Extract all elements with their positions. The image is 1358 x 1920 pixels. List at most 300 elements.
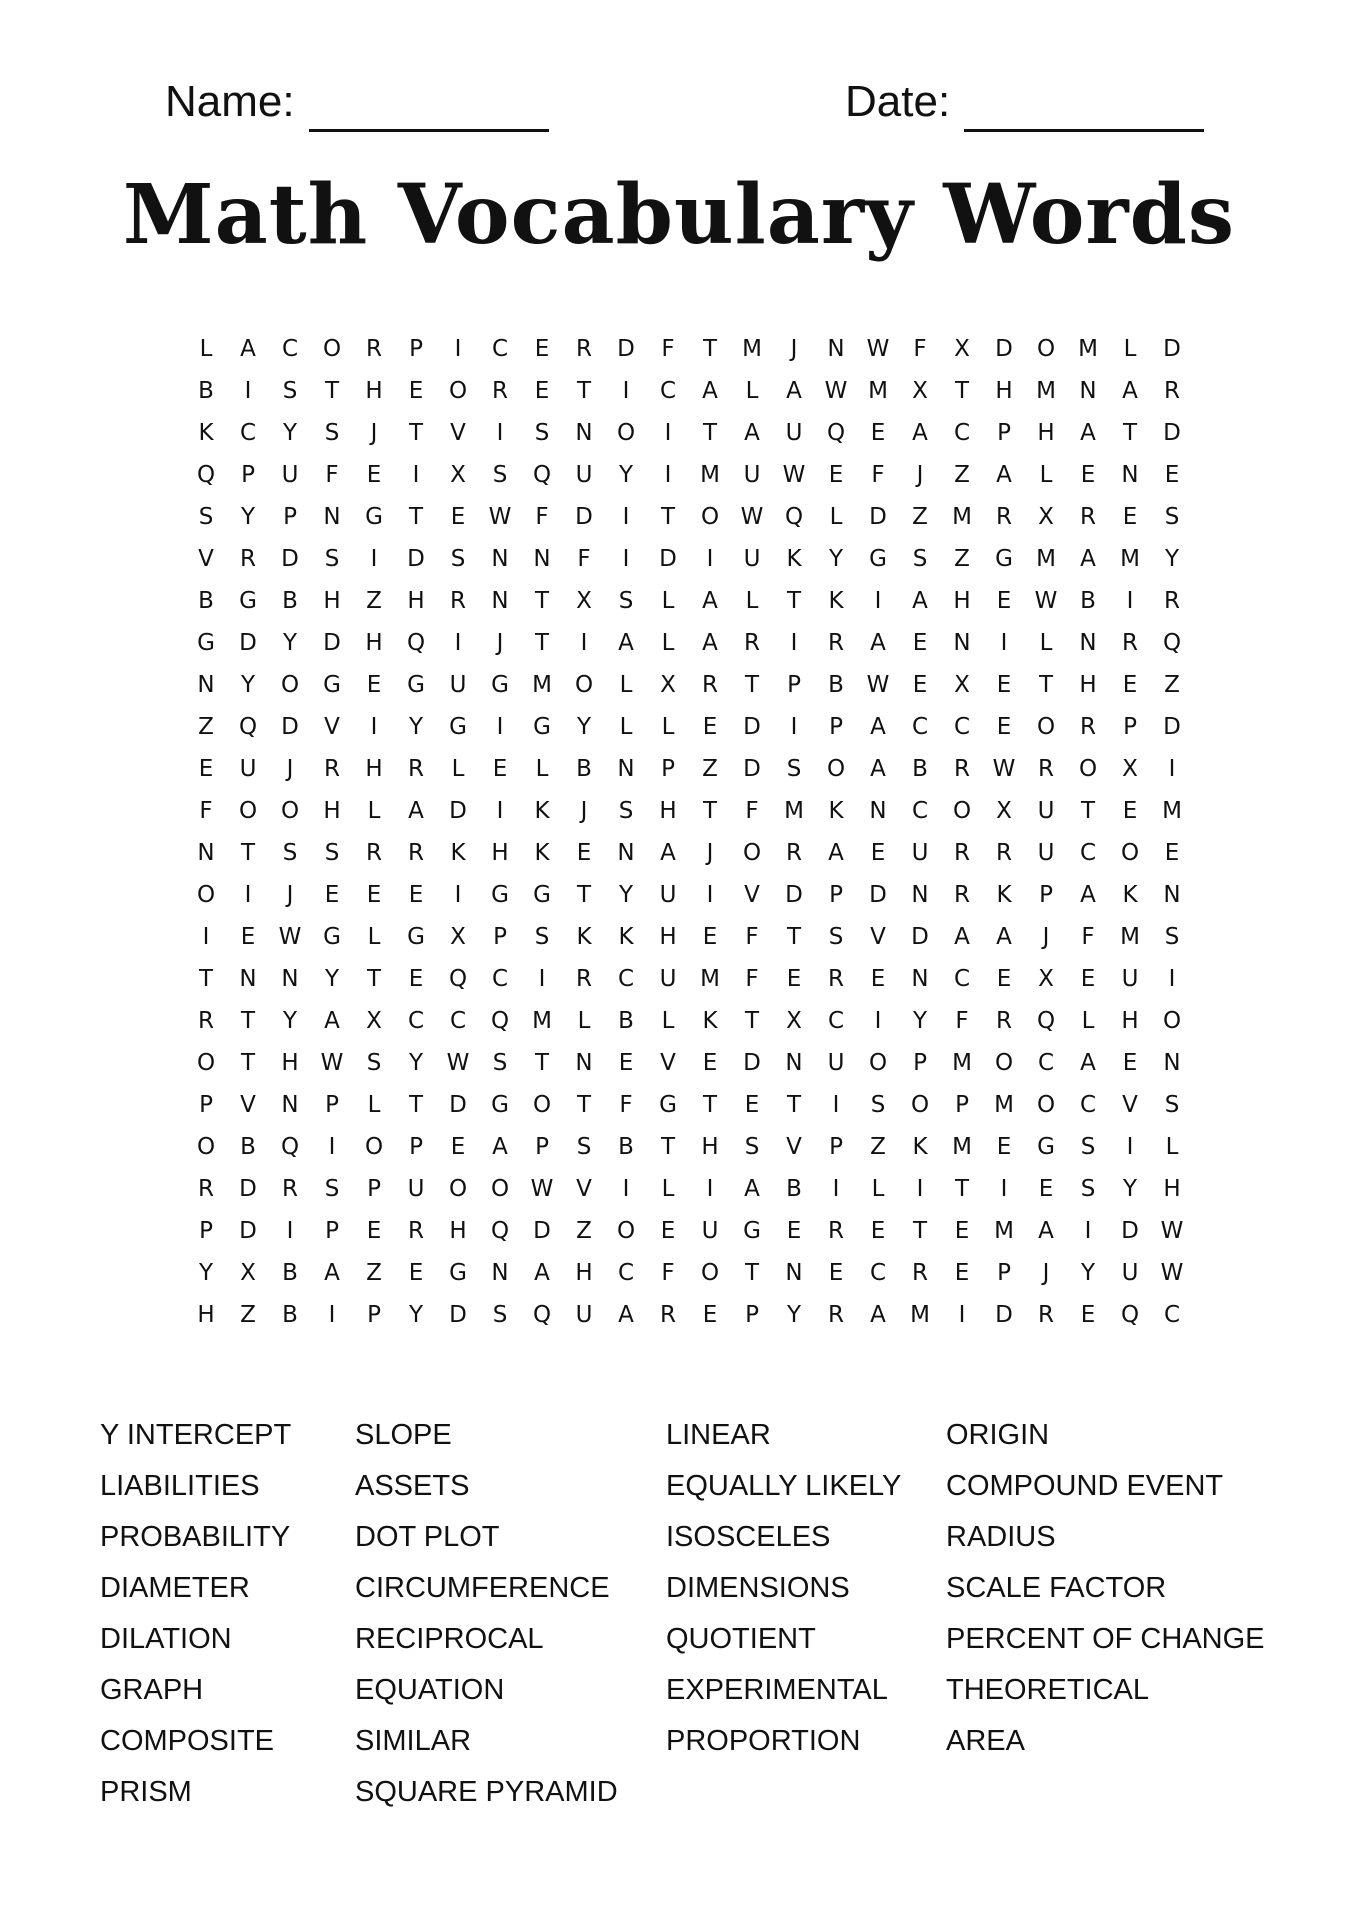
grid-letter[interactable]: H bbox=[365, 630, 383, 656]
grid-letter[interactable]: P bbox=[409, 1134, 423, 1160]
grid-letter[interactable]: D bbox=[239, 630, 257, 656]
grid-letter[interactable]: K bbox=[996, 882, 1012, 908]
grid-letter[interactable]: X bbox=[954, 672, 970, 698]
grid-letter[interactable]: G bbox=[197, 630, 215, 656]
grid-letter[interactable]: E bbox=[492, 756, 508, 782]
name-blank-line[interactable] bbox=[309, 85, 549, 132]
grid-letter[interactable]: L bbox=[661, 1008, 675, 1034]
grid-letter[interactable]: A bbox=[870, 714, 886, 740]
grid-letter[interactable]: E bbox=[1122, 798, 1138, 824]
grid-letter[interactable]: L bbox=[367, 924, 381, 950]
grid-letter[interactable]: X bbox=[576, 588, 592, 614]
grid-letter[interactable]: L bbox=[1039, 462, 1053, 488]
grid-letter[interactable]: R bbox=[408, 1218, 424, 1244]
grid-letter[interactable]: X bbox=[660, 672, 676, 698]
grid-letter[interactable]: Z bbox=[870, 1134, 886, 1160]
grid-letter[interactable]: Y bbox=[618, 462, 634, 488]
grid-letter[interactable]: H bbox=[995, 378, 1013, 404]
grid-letter[interactable]: Q bbox=[1120, 1302, 1140, 1328]
grid-letter[interactable]: L bbox=[661, 714, 675, 740]
grid-letter[interactable]: F bbox=[661, 1260, 675, 1286]
grid-letter[interactable]: E bbox=[408, 966, 424, 992]
grid-letter[interactable]: T bbox=[660, 1134, 676, 1160]
grid-letter[interactable]: T bbox=[240, 840, 256, 866]
grid-letter[interactable]: O bbox=[532, 1092, 552, 1118]
grid-letter[interactable]: E bbox=[912, 672, 928, 698]
grid-letter[interactable]: S bbox=[324, 420, 340, 446]
grid-letter[interactable]: T bbox=[786, 924, 802, 950]
grid-letter[interactable]: B bbox=[198, 588, 214, 614]
grid-letter[interactable]: N bbox=[1121, 462, 1139, 488]
grid-letter[interactable]: I bbox=[496, 798, 504, 824]
grid-letter[interactable]: K bbox=[534, 840, 550, 866]
grid-letter[interactable]: C bbox=[953, 966, 971, 992]
grid-letter[interactable]: Z bbox=[198, 714, 214, 740]
grid-letter[interactable]: J bbox=[496, 630, 504, 656]
grid-letter[interactable]: I bbox=[622, 504, 630, 530]
grid-letter[interactable]: R bbox=[954, 882, 970, 908]
grid-letter[interactable]: F bbox=[535, 504, 549, 530]
grid-letter[interactable]: G bbox=[407, 924, 425, 950]
grid-letter[interactable]: R bbox=[366, 840, 382, 866]
grid-letter[interactable]: E bbox=[1122, 672, 1138, 698]
grid-letter[interactable]: I bbox=[328, 1302, 336, 1328]
grid-letter[interactable]: U bbox=[1037, 798, 1055, 824]
grid-letter[interactable]: X bbox=[786, 1008, 802, 1034]
grid-letter[interactable]: E bbox=[996, 714, 1012, 740]
grid-letter[interactable]: L bbox=[1039, 630, 1053, 656]
grid-letter[interactable]: R bbox=[408, 756, 424, 782]
grid-letter[interactable]: R bbox=[198, 1176, 214, 1202]
grid-letter[interactable]: M bbox=[532, 1008, 552, 1034]
grid-letter[interactable]: X bbox=[1038, 504, 1054, 530]
grid-letter[interactable]: N bbox=[575, 1050, 593, 1076]
grid-letter[interactable]: E bbox=[1080, 966, 1096, 992]
grid-letter[interactable]: U bbox=[281, 462, 299, 488]
grid-letter[interactable]: Z bbox=[366, 1260, 382, 1286]
grid-letter[interactable]: T bbox=[408, 420, 424, 446]
grid-letter[interactable]: E bbox=[870, 1218, 886, 1244]
grid-letter[interactable]: S bbox=[1080, 1176, 1096, 1202]
grid-letter[interactable]: E bbox=[408, 378, 424, 404]
grid-letter[interactable]: E bbox=[954, 1218, 970, 1244]
grid-letter[interactable]: R bbox=[996, 504, 1012, 530]
grid-letter[interactable]: T bbox=[1080, 798, 1096, 824]
grid-letter[interactable]: E bbox=[240, 924, 256, 950]
grid-letter[interactable]: I bbox=[454, 630, 462, 656]
grid-letter[interactable]: D bbox=[785, 882, 803, 908]
grid-letter[interactable]: O bbox=[322, 336, 342, 362]
grid-letter[interactable]: U bbox=[239, 756, 257, 782]
grid-letter[interactable]: P bbox=[955, 1092, 969, 1118]
grid-letter[interactable]: D bbox=[1163, 336, 1181, 362]
grid-letter[interactable]: Q bbox=[784, 504, 804, 530]
grid-letter[interactable]: I bbox=[706, 1176, 714, 1202]
grid-letter[interactable]: X bbox=[240, 1260, 256, 1286]
grid-letter[interactable]: A bbox=[1080, 546, 1096, 572]
grid-letter[interactable]: Q bbox=[196, 462, 216, 488]
grid-letter[interactable]: S bbox=[282, 378, 298, 404]
grid-letter[interactable]: I bbox=[454, 336, 462, 362]
grid-letter[interactable]: S bbox=[828, 924, 844, 950]
grid-letter[interactable]: N bbox=[617, 840, 635, 866]
grid-letter[interactable]: O bbox=[364, 1134, 384, 1160]
grid-letter[interactable]: G bbox=[533, 882, 551, 908]
grid-letter[interactable]: F bbox=[745, 924, 759, 950]
grid-letter[interactable]: R bbox=[450, 588, 466, 614]
grid-letter[interactable]: S bbox=[786, 756, 802, 782]
grid-letter[interactable]: O bbox=[1162, 1008, 1182, 1034]
grid-letter[interactable]: S bbox=[912, 546, 928, 572]
grid-letter[interactable]: T bbox=[660, 504, 676, 530]
grid-letter[interactable]: C bbox=[1079, 1092, 1097, 1118]
grid-letter[interactable]: R bbox=[828, 966, 844, 992]
grid-letter[interactable]: O bbox=[1036, 336, 1056, 362]
grid-letter[interactable]: I bbox=[622, 378, 630, 404]
grid-letter[interactable]: D bbox=[575, 504, 593, 530]
grid-letter[interactable]: W bbox=[740, 504, 764, 530]
grid-letter[interactable]: O bbox=[742, 840, 762, 866]
grid-letter[interactable]: I bbox=[790, 630, 798, 656]
grid-letter[interactable]: E bbox=[786, 1218, 802, 1244]
grid-letter[interactable]: D bbox=[239, 1176, 257, 1202]
grid-letter[interactable]: M bbox=[742, 336, 762, 362]
grid-letter[interactable]: O bbox=[616, 420, 636, 446]
grid-letter[interactable]: E bbox=[786, 966, 802, 992]
grid-letter[interactable]: Y bbox=[408, 714, 424, 740]
grid-letter[interactable]: O bbox=[280, 672, 300, 698]
grid-letter[interactable]: R bbox=[240, 546, 256, 572]
grid-letter[interactable]: E bbox=[996, 1134, 1012, 1160]
grid-letter[interactable]: M bbox=[868, 378, 888, 404]
grid-letter[interactable]: O bbox=[952, 798, 972, 824]
grid-letter[interactable]: Z bbox=[240, 1302, 256, 1328]
grid-letter[interactable]: H bbox=[197, 1302, 215, 1328]
grid-letter[interactable]: H bbox=[365, 756, 383, 782]
grid-letter[interactable]: I bbox=[538, 966, 546, 992]
grid-letter[interactable]: X bbox=[1038, 966, 1054, 992]
grid-letter[interactable]: H bbox=[659, 924, 677, 950]
grid-letter[interactable]: J bbox=[706, 840, 714, 866]
grid-letter[interactable]: D bbox=[659, 546, 677, 572]
grid-letter[interactable]: E bbox=[408, 882, 424, 908]
grid-letter[interactable]: X bbox=[450, 924, 466, 950]
grid-letter[interactable]: E bbox=[366, 1218, 382, 1244]
grid-letter[interactable]: U bbox=[743, 462, 761, 488]
grid-letter[interactable]: I bbox=[622, 546, 630, 572]
grid-letter[interactable]: U bbox=[659, 882, 677, 908]
grid-letter[interactable]: U bbox=[575, 462, 593, 488]
grid-letter[interactable]: I bbox=[790, 714, 798, 740]
grid-letter[interactable]: A bbox=[870, 630, 886, 656]
grid-letter[interactable]: I bbox=[916, 1176, 924, 1202]
grid-letter[interactable]: W bbox=[278, 924, 302, 950]
grid-letter[interactable]: X bbox=[450, 462, 466, 488]
grid-letter[interactable]: A bbox=[702, 378, 718, 404]
grid-letter[interactable]: R bbox=[1080, 714, 1096, 740]
grid-letter[interactable]: P bbox=[283, 504, 297, 530]
grid-letter[interactable]: C bbox=[1163, 1302, 1181, 1328]
grid-letter[interactable]: I bbox=[874, 1008, 882, 1034]
grid-letter[interactable]: V bbox=[240, 1092, 256, 1118]
grid-letter[interactable]: X bbox=[912, 378, 928, 404]
grid-letter[interactable]: P bbox=[787, 672, 801, 698]
grid-letter[interactable]: P bbox=[829, 1134, 843, 1160]
grid-letter[interactable]: V bbox=[744, 882, 760, 908]
grid-letter[interactable]: O bbox=[910, 1092, 930, 1118]
grid-letter[interactable]: L bbox=[1123, 336, 1137, 362]
grid-letter[interactable]: V bbox=[450, 420, 466, 446]
grid-letter[interactable]: K bbox=[1122, 882, 1138, 908]
grid-letter[interactable]: C bbox=[953, 714, 971, 740]
grid-letter[interactable]: S bbox=[1164, 1092, 1180, 1118]
grid-letter[interactable]: Y bbox=[408, 1050, 424, 1076]
grid-letter[interactable]: E bbox=[366, 882, 382, 908]
grid-letter[interactable]: M bbox=[1078, 336, 1098, 362]
grid-letter[interactable]: V bbox=[870, 924, 886, 950]
grid-letter[interactable]: K bbox=[828, 798, 844, 824]
grid-letter[interactable]: M bbox=[994, 1092, 1014, 1118]
grid-letter[interactable]: T bbox=[744, 1008, 760, 1034]
grid-letter[interactable]: N bbox=[1163, 882, 1181, 908]
grid-letter[interactable]: Y bbox=[618, 882, 634, 908]
grid-letter[interactable]: U bbox=[449, 672, 467, 698]
grid-letter[interactable]: A bbox=[660, 840, 676, 866]
grid-letter[interactable]: P bbox=[997, 1260, 1011, 1286]
grid-letter[interactable]: T bbox=[534, 1050, 550, 1076]
grid-letter[interactable]: B bbox=[828, 672, 844, 698]
grid-letter[interactable]: S bbox=[534, 420, 550, 446]
grid-letter[interactable]: L bbox=[367, 798, 381, 824]
grid-letter[interactable]: S bbox=[282, 840, 298, 866]
grid-letter[interactable]: A bbox=[744, 1176, 760, 1202]
grid-letter[interactable]: D bbox=[323, 630, 341, 656]
grid-letter[interactable]: X bbox=[954, 336, 970, 362]
grid-letter[interactable]: O bbox=[1078, 756, 1098, 782]
grid-letter[interactable]: Y bbox=[1080, 1260, 1096, 1286]
grid-letter[interactable]: A bbox=[870, 756, 886, 782]
grid-letter[interactable]: J bbox=[916, 462, 924, 488]
grid-letter[interactable]: P bbox=[199, 1092, 213, 1118]
grid-letter[interactable]: G bbox=[449, 714, 467, 740]
grid-letter[interactable]: C bbox=[281, 336, 299, 362]
grid-letter[interactable]: E bbox=[366, 462, 382, 488]
grid-letter[interactable]: X bbox=[1122, 756, 1138, 782]
grid-letter[interactable]: C bbox=[659, 378, 677, 404]
grid-letter[interactable]: L bbox=[871, 1176, 885, 1202]
grid-letter[interactable]: D bbox=[911, 924, 929, 950]
grid-letter[interactable]: Q bbox=[490, 1218, 510, 1244]
grid-letter[interactable]: C bbox=[911, 714, 929, 740]
grid-letter[interactable]: P bbox=[997, 420, 1011, 446]
grid-letter[interactable]: B bbox=[912, 756, 928, 782]
grid-letter[interactable]: Y bbox=[1122, 1176, 1138, 1202]
grid-letter[interactable]: S bbox=[492, 1050, 508, 1076]
grid-letter[interactable]: U bbox=[575, 1302, 593, 1328]
grid-letter[interactable]: M bbox=[910, 1302, 930, 1328]
grid-letter[interactable]: P bbox=[535, 1134, 549, 1160]
grid-letter[interactable]: M bbox=[952, 1134, 972, 1160]
grid-letter[interactable]: J bbox=[286, 882, 294, 908]
grid-letter[interactable]: R bbox=[996, 1008, 1012, 1034]
grid-letter[interactable]: E bbox=[996, 588, 1012, 614]
grid-letter[interactable]: A bbox=[702, 588, 718, 614]
grid-letter[interactable]: W bbox=[1160, 1218, 1184, 1244]
grid-letter[interactable]: W bbox=[866, 672, 890, 698]
grid-letter[interactable]: G bbox=[239, 588, 257, 614]
grid-letter[interactable]: U bbox=[827, 1050, 845, 1076]
grid-letter[interactable]: H bbox=[323, 798, 341, 824]
grid-letter[interactable]: N bbox=[1079, 630, 1097, 656]
grid-letter[interactable]: E bbox=[618, 1050, 634, 1076]
grid-letter[interactable]: W bbox=[992, 756, 1016, 782]
grid-letter[interactable]: S bbox=[324, 546, 340, 572]
grid-letter[interactable]: D bbox=[533, 1218, 551, 1244]
grid-letter[interactable]: L bbox=[199, 336, 213, 362]
grid-letter[interactable]: P bbox=[367, 1176, 381, 1202]
grid-letter[interactable]: Z bbox=[912, 504, 928, 530]
grid-letter[interactable]: K bbox=[912, 1134, 928, 1160]
grid-letter[interactable]: U bbox=[407, 1176, 425, 1202]
grid-letter[interactable]: L bbox=[829, 504, 843, 530]
grid-letter[interactable]: D bbox=[1163, 714, 1181, 740]
grid-letter[interactable]: W bbox=[1034, 588, 1058, 614]
grid-letter[interactable]: N bbox=[617, 756, 635, 782]
grid-letter[interactable]: S bbox=[618, 798, 634, 824]
grid-letter[interactable]: N bbox=[911, 966, 929, 992]
grid-letter[interactable]: B bbox=[576, 756, 592, 782]
grid-letter[interactable]: O bbox=[826, 756, 846, 782]
grid-letter[interactable]: R bbox=[954, 756, 970, 782]
grid-letter[interactable]: N bbox=[869, 798, 887, 824]
grid-letter[interactable]: A bbox=[618, 630, 634, 656]
grid-letter[interactable]: L bbox=[619, 714, 633, 740]
grid-letter[interactable]: O bbox=[1120, 840, 1140, 866]
grid-letter[interactable]: M bbox=[784, 798, 804, 824]
grid-letter[interactable]: T bbox=[1122, 420, 1138, 446]
grid-letter[interactable]: K bbox=[576, 924, 592, 950]
grid-letter[interactable]: G bbox=[491, 1092, 509, 1118]
grid-letter[interactable]: U bbox=[1121, 1260, 1139, 1286]
grid-letter[interactable]: H bbox=[407, 588, 425, 614]
grid-letter[interactable]: V bbox=[576, 1176, 592, 1202]
grid-letter[interactable]: L bbox=[535, 756, 549, 782]
grid-letter[interactable]: I bbox=[412, 462, 420, 488]
grid-letter[interactable]: C bbox=[1037, 1050, 1055, 1076]
grid-letter[interactable]: V bbox=[198, 546, 214, 572]
grid-letter[interactable]: N bbox=[281, 1092, 299, 1118]
grid-letter[interactable]: T bbox=[786, 1092, 802, 1118]
grid-letter[interactable]: W bbox=[446, 1050, 470, 1076]
grid-letter[interactable]: F bbox=[661, 336, 675, 362]
grid-letter[interactable]: G bbox=[659, 1092, 677, 1118]
grid-letter[interactable]: H bbox=[323, 588, 341, 614]
grid-letter[interactable]: R bbox=[828, 1218, 844, 1244]
grid-letter[interactable]: F bbox=[871, 462, 885, 488]
grid-letter[interactable]: L bbox=[451, 756, 465, 782]
grid-letter[interactable]: M bbox=[1162, 798, 1182, 824]
grid-letter[interactable]: D bbox=[449, 1092, 467, 1118]
grid-letter[interactable]: I bbox=[1168, 756, 1176, 782]
grid-letter[interactable]: K bbox=[618, 924, 634, 950]
grid-letter[interactable]: Z bbox=[702, 756, 718, 782]
grid-letter[interactable]: Y bbox=[786, 1302, 802, 1328]
grid-letter[interactable]: L bbox=[1081, 1008, 1095, 1034]
grid-letter[interactable]: I bbox=[202, 924, 210, 950]
grid-letter[interactable]: G bbox=[449, 1260, 467, 1286]
grid-letter[interactable]: U bbox=[1037, 840, 1055, 866]
grid-letter[interactable]: N bbox=[785, 1260, 803, 1286]
grid-letter[interactable]: C bbox=[617, 1260, 635, 1286]
grid-letter[interactable]: T bbox=[702, 1092, 718, 1118]
grid-letter[interactable]: L bbox=[577, 1008, 591, 1034]
grid-letter[interactable]: W bbox=[1160, 1260, 1184, 1286]
grid-letter[interactable]: A bbox=[954, 924, 970, 950]
grid-letter[interactable]: R bbox=[744, 630, 760, 656]
grid-letter[interactable]: C bbox=[1079, 840, 1097, 866]
grid-letter[interactable]: A bbox=[240, 336, 256, 362]
grid-letter[interactable]: E bbox=[534, 378, 550, 404]
grid-letter[interactable]: Z bbox=[576, 1218, 592, 1244]
grid-letter[interactable]: Q bbox=[238, 714, 258, 740]
grid-letter[interactable]: T bbox=[198, 966, 214, 992]
grid-letter[interactable]: S bbox=[1164, 504, 1180, 530]
grid-letter[interactable]: U bbox=[1121, 966, 1139, 992]
grid-letter[interactable]: M bbox=[952, 1050, 972, 1076]
grid-letter[interactable]: E bbox=[702, 1302, 718, 1328]
grid-letter[interactable]: D bbox=[1163, 420, 1181, 446]
grid-letter[interactable]: E bbox=[828, 1260, 844, 1286]
grid-letter[interactable]: T bbox=[408, 504, 424, 530]
grid-letter[interactable]: O bbox=[196, 1050, 216, 1076]
grid-letter[interactable]: C bbox=[239, 420, 257, 446]
grid-letter[interactable]: K bbox=[786, 546, 802, 572]
grid-letter[interactable]: S bbox=[870, 1092, 886, 1118]
grid-letter[interactable]: D bbox=[743, 756, 761, 782]
grid-letter[interactable]: E bbox=[366, 672, 382, 698]
grid-letter[interactable]: P bbox=[199, 1218, 213, 1244]
grid-letter[interactable]: S bbox=[534, 924, 550, 950]
grid-letter[interactable]: D bbox=[743, 714, 761, 740]
grid-letter[interactable]: Y bbox=[198, 1260, 214, 1286]
grid-letter[interactable]: Y bbox=[408, 1302, 424, 1328]
grid-letter[interactable]: R bbox=[366, 336, 382, 362]
grid-letter[interactable]: Y bbox=[282, 630, 298, 656]
grid-letter[interactable]: L bbox=[661, 630, 675, 656]
grid-letter[interactable]: N bbox=[197, 840, 215, 866]
grid-letter[interactable]: I bbox=[1126, 1134, 1134, 1160]
grid-letter[interactable]: E bbox=[744, 1092, 760, 1118]
grid-letter[interactable]: K bbox=[828, 588, 844, 614]
grid-letter[interactable]: R bbox=[996, 840, 1012, 866]
grid-letter[interactable]: I bbox=[706, 546, 714, 572]
grid-letter[interactable]: Y bbox=[324, 966, 340, 992]
grid-letter[interactable]: T bbox=[534, 630, 550, 656]
grid-letter[interactable]: F bbox=[577, 546, 591, 572]
grid-letter[interactable]: I bbox=[370, 714, 378, 740]
grid-letter[interactable]: O bbox=[196, 1134, 216, 1160]
grid-letter[interactable]: E bbox=[954, 1260, 970, 1286]
grid-letter[interactable]: A bbox=[534, 1260, 550, 1286]
grid-letter[interactable]: T bbox=[912, 1218, 928, 1244]
grid-letter[interactable]: T bbox=[954, 1176, 970, 1202]
grid-letter[interactable]: W bbox=[866, 336, 890, 362]
grid-letter[interactable]: L bbox=[1165, 1134, 1179, 1160]
grid-letter[interactable]: E bbox=[870, 966, 886, 992]
grid-letter[interactable]: T bbox=[240, 1008, 256, 1034]
grid-letter[interactable]: D bbox=[995, 1302, 1013, 1328]
grid-letter[interactable]: O bbox=[574, 672, 594, 698]
